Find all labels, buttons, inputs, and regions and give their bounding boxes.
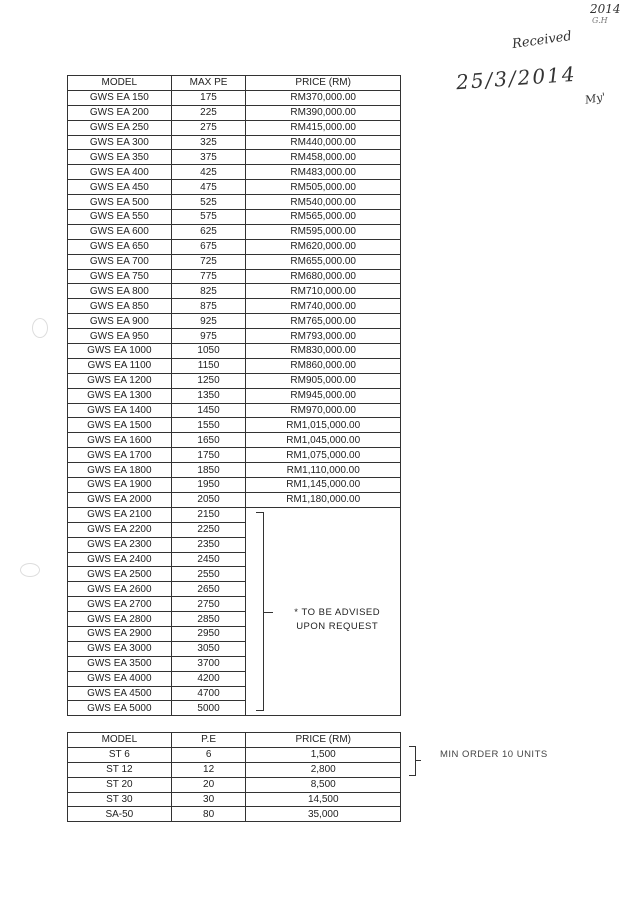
price-cell: RM1,045,000.00 (246, 433, 401, 448)
max-pe-cell: 1350 (171, 388, 246, 403)
advised-note-line2: UPON REQUEST (296, 620, 379, 632)
handwritten-date: 25/3/2014 (455, 61, 578, 95)
max-pe-cell: 425 (171, 165, 246, 180)
price-cell: 14,500 (246, 792, 401, 807)
price-cell: RM540,000.00 (246, 195, 401, 210)
max-pe-cell: 2950 (171, 626, 246, 641)
max-pe-cell: 575 (171, 210, 246, 225)
max-pe-cell: 1650 (171, 433, 246, 448)
table-row (68, 388, 401, 403)
max-pe-cell: 5000 (171, 701, 246, 716)
table-row (68, 358, 401, 373)
price-cell: RM1,110,000.00 (246, 463, 401, 478)
max-pe-cell: 2850 (171, 612, 246, 627)
price-cell: RM765,000.00 (246, 314, 401, 329)
price-cell: RM793,000.00 (246, 329, 401, 344)
max-pe-cell: 775 (171, 269, 246, 284)
model-cell: GWS EA 2000 (68, 492, 172, 507)
max-pe-cell: 225 (171, 105, 246, 120)
min-order-brace (409, 746, 416, 776)
price-cell: 35,000 (246, 807, 401, 822)
st-price-table (67, 732, 401, 822)
table-row (68, 135, 401, 150)
price-cell: RM655,000.00 (246, 254, 401, 269)
model-cell: GWS EA 150 (68, 90, 172, 105)
model-cell: GWS EA 1900 (68, 478, 172, 493)
max-pe-cell: 2550 (171, 567, 246, 582)
header-model: MODEL (68, 733, 172, 748)
table-row (68, 807, 401, 822)
max-pe-cell: 975 (171, 329, 246, 344)
header-pe: P.E (171, 733, 246, 748)
max-pe-cell: 925 (171, 314, 246, 329)
handwritten-initials: My' (584, 90, 607, 107)
price-cell: RM1,015,000.00 (246, 418, 401, 433)
max-pe-cell: 725 (171, 254, 246, 269)
max-pe-cell: 2650 (171, 582, 246, 597)
model-cell: ST 20 (68, 777, 172, 792)
model-cell: GWS EA 4000 (68, 671, 172, 686)
price-cell: RM595,000.00 (246, 224, 401, 239)
max-pe-cell: 2750 (171, 597, 246, 612)
model-cell: ST 30 (68, 792, 172, 807)
table-row (68, 448, 401, 463)
model-cell: GWS EA 1100 (68, 358, 172, 373)
table-row (68, 299, 401, 314)
max-pe-cell: 1150 (171, 358, 246, 373)
table-row (68, 507, 401, 522)
max-pe-cell: 1750 (171, 448, 246, 463)
pe-cell: 6 (171, 747, 246, 762)
max-pe-cell: 1950 (171, 478, 246, 493)
model-cell: GWS EA 2700 (68, 597, 172, 612)
max-pe-cell: 175 (171, 90, 246, 105)
price-cell: RM830,000.00 (246, 344, 401, 359)
model-cell: GWS EA 1500 (68, 418, 172, 433)
model-cell: GWS EA 4500 (68, 686, 172, 701)
max-pe-cell: 2350 (171, 537, 246, 552)
table-row (68, 90, 401, 105)
table-row (68, 463, 401, 478)
table-row (68, 150, 401, 165)
model-cell: GWS EA 500 (68, 195, 172, 210)
model-cell: GWS EA 2100 (68, 507, 172, 522)
table-row (68, 254, 401, 269)
price-advised-cell (246, 507, 401, 715)
model-cell: GWS EA 2900 (68, 626, 172, 641)
model-cell: GWS EA 1200 (68, 373, 172, 388)
table-row (68, 792, 401, 807)
model-cell: GWS EA 2800 (68, 612, 172, 627)
pe-cell: 80 (171, 807, 246, 822)
pe-cell: 30 (171, 792, 246, 807)
max-pe-cell: 375 (171, 150, 246, 165)
max-pe-cell: 1550 (171, 418, 246, 433)
price-cell: RM740,000.00 (246, 299, 401, 314)
model-cell: GWS EA 1800 (68, 463, 172, 478)
price-cell: RM415,000.00 (246, 120, 401, 135)
table-row (68, 120, 401, 135)
model-cell: ST 12 (68, 762, 172, 777)
pe-cell: 12 (171, 762, 246, 777)
max-pe-cell: 1450 (171, 403, 246, 418)
model-cell: SA-50 (68, 807, 172, 822)
price-cell: RM680,000.00 (246, 269, 401, 284)
model-cell: GWS EA 5000 (68, 701, 172, 716)
price-cell: RM1,145,000.00 (246, 478, 401, 493)
max-pe-cell: 325 (171, 135, 246, 150)
table-row (68, 105, 401, 120)
table-row (68, 373, 401, 388)
price-cell: RM710,000.00 (246, 284, 401, 299)
model-cell: GWS EA 2500 (68, 567, 172, 582)
max-pe-cell: 4700 (171, 686, 246, 701)
price-cell: RM440,000.00 (246, 135, 401, 150)
model-cell: GWS EA 600 (68, 224, 172, 239)
max-pe-cell: 2050 (171, 492, 246, 507)
table-row (68, 433, 401, 448)
price-cell: RM505,000.00 (246, 180, 401, 195)
model-cell: GWS EA 850 (68, 299, 172, 314)
price-cell: RM970,000.00 (246, 403, 401, 418)
table-row (68, 314, 401, 329)
table-row (68, 747, 401, 762)
table-row (68, 777, 401, 792)
model-cell: GWS EA 1600 (68, 433, 172, 448)
max-pe-cell: 275 (171, 120, 246, 135)
table-row (68, 180, 401, 195)
header-model: MODEL (68, 76, 172, 91)
table-row (68, 165, 401, 180)
model-cell: GWS EA 3500 (68, 656, 172, 671)
table-row (68, 344, 401, 359)
model-cell: GWS EA 650 (68, 239, 172, 254)
model-cell: GWS EA 200 (68, 105, 172, 120)
model-cell: GWS EA 900 (68, 314, 172, 329)
model-cell: GWS EA 1400 (68, 403, 172, 418)
model-cell: GWS EA 300 (68, 135, 172, 150)
pe-cell: 20 (171, 777, 246, 792)
table-row (68, 284, 401, 299)
model-cell: GWS EA 1700 (68, 448, 172, 463)
max-pe-cell: 1050 (171, 344, 246, 359)
max-pe-cell: 625 (171, 224, 246, 239)
handwritten-year: 2014 (590, 2, 621, 16)
model-cell: GWS EA 2600 (68, 582, 172, 597)
model-cell: GWS EA 3000 (68, 641, 172, 656)
model-cell: GWS EA 800 (68, 284, 172, 299)
price-cell: RM565,000.00 (246, 210, 401, 225)
min-order-note: MIN ORDER 10 UNITS (440, 749, 548, 760)
model-cell: GWS EA 250 (68, 120, 172, 135)
table-row (68, 269, 401, 284)
table-row (68, 762, 401, 777)
table-row (68, 492, 401, 507)
handwritten-corner-initials: G.H (592, 16, 608, 25)
model-cell: GWS EA 1300 (68, 388, 172, 403)
advised-note-line1: * TO BE ADVISED (294, 606, 381, 618)
max-pe-cell: 825 (171, 284, 246, 299)
price-cell: RM860,000.00 (246, 358, 401, 373)
table-header-row (68, 733, 401, 748)
price-cell: 2,800 (246, 762, 401, 777)
table-row (68, 478, 401, 493)
max-pe-cell: 525 (171, 195, 246, 210)
min-order-brace-tick (415, 760, 421, 761)
price-cell: 1,500 (246, 747, 401, 762)
model-cell: GWS EA 550 (68, 210, 172, 225)
max-pe-cell: 1250 (171, 373, 246, 388)
table-row (68, 195, 401, 210)
price-cell: RM1,180,000.00 (246, 492, 401, 507)
max-pe-cell: 3700 (171, 656, 246, 671)
header-price: PRICE (RM) (246, 76, 401, 91)
gws-price-table (67, 75, 401, 716)
model-cell: GWS EA 450 (68, 180, 172, 195)
max-pe-cell: 4200 (171, 671, 246, 686)
scan-speck (32, 318, 48, 338)
scan-speck (20, 563, 40, 577)
price-cell: RM620,000.00 (246, 239, 401, 254)
model-cell: GWS EA 2300 (68, 537, 172, 552)
table-row (68, 224, 401, 239)
model-cell: GWS EA 400 (68, 165, 172, 180)
model-cell: GWS EA 2200 (68, 522, 172, 537)
table-row (68, 403, 401, 418)
table-row (68, 239, 401, 254)
price-cell: RM458,000.00 (246, 150, 401, 165)
price-cell: RM390,000.00 (246, 105, 401, 120)
model-cell: GWS EA 750 (68, 269, 172, 284)
price-cell: RM905,000.00 (246, 373, 401, 388)
model-cell: GWS EA 950 (68, 329, 172, 344)
price-cell: 8,500 (246, 777, 401, 792)
max-pe-cell: 1850 (171, 463, 246, 478)
max-pe-cell: 3050 (171, 641, 246, 656)
max-pe-cell: 2250 (171, 522, 246, 537)
advised-note (246, 605, 400, 633)
header-price: PRICE (RM) (246, 733, 401, 748)
model-cell: ST 6 (68, 747, 172, 762)
table-row (68, 329, 401, 344)
max-pe-cell: 675 (171, 239, 246, 254)
table-header-row (68, 76, 401, 91)
header-max-pe: MAX PE (171, 76, 246, 91)
model-cell: GWS EA 1000 (68, 344, 172, 359)
max-pe-cell: 475 (171, 180, 246, 195)
table-row (68, 210, 401, 225)
model-cell: GWS EA 2400 (68, 552, 172, 567)
model-cell: GWS EA 350 (68, 150, 172, 165)
model-cell: GWS EA 700 (68, 254, 172, 269)
table-row (68, 418, 401, 433)
price-cell: RM370,000.00 (246, 90, 401, 105)
price-cell: RM945,000.00 (246, 388, 401, 403)
max-pe-cell: 2150 (171, 507, 246, 522)
price-cell: RM1,075,000.00 (246, 448, 401, 463)
max-pe-cell: 2450 (171, 552, 246, 567)
max-pe-cell: 875 (171, 299, 246, 314)
handwritten-received: Received (511, 28, 573, 53)
price-cell: RM483,000.00 (246, 165, 401, 180)
